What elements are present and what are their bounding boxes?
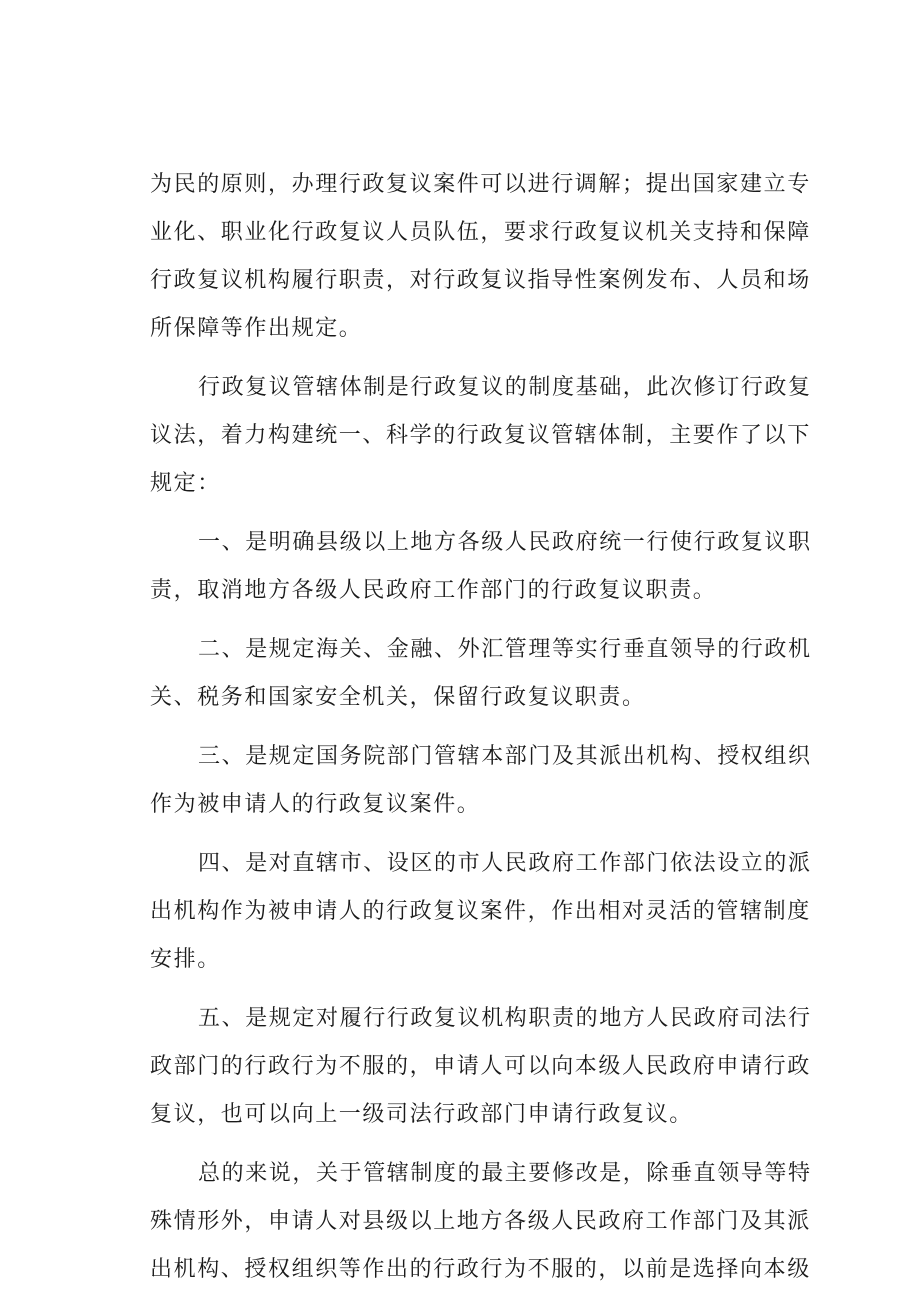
paragraph-4 [150,626,812,722]
text-line: 安排。 [150,947,221,972]
text-line: 三、是规定国务院部门管辖本部门及其派出机构、授权组织 [198,744,812,769]
text-line: 责，取消地方各级人民政府工作部门的行政复议职责。 [150,578,717,603]
text-line: 作为被申请人的行政复议案件。 [150,792,481,817]
text-line: 四、是对直辖市、设区的市人民政府工作部门依法设立的派 [198,851,812,876]
text-line: 为民的原则，办理行政复议案件可以进行调解；提出国家建立专 [150,172,811,197]
text-line: 规定： [150,471,221,496]
text-line: 政部门的行政行为不服的，申请人可以向本级人民政府申请行政 [150,1054,811,1079]
text-line: 议法，着力构建统一、科学的行政复议管辖体制，主要作了以下 [150,423,811,448]
text-line: 行政复议机构履行职责，对行政复议指导性案例发布、人员和场 [150,268,811,293]
paragraph-2 [150,364,812,508]
text-line: 所保障等作出规定。 [150,316,363,341]
text-line: 行政复议管辖体制是行政复议的制度基础，此次修订行政复 [198,375,812,400]
text-line: 出机构、授权组织等作出的行政行为不服的，以前是选择向本级 [150,1257,811,1282]
paragraph-1 [150,161,811,353]
text-line: 复议，也可以向上一级司法行政部门申请行政复议。 [150,1102,693,1127]
paragraph-8 [150,1150,812,1294]
text-line: 出机构作为被申请人的行政复议案件，作出相对灵活的管辖制度 [150,899,811,924]
paragraph-3 [150,519,812,615]
paragraph-5 [150,733,812,829]
paragraph-7 [150,995,812,1139]
text-line: 总的来说，关于管辖制度的最主要修改是，除垂直领导等特 [198,1161,812,1186]
text-line: 二、是规定海关、金融、外汇管理等实行垂直领导的行政机 [198,637,812,662]
text-line: 关、税务和国家安全机关，保留行政复议职责。 [150,685,646,710]
paragraph-6 [150,840,812,984]
text-line: 一、是明确县级以上地方各级人民政府统一行使行政复议职 [198,530,812,555]
text-line: 五、是规定对履行行政复议机构职责的地方人民政府司法行 [198,1006,812,1031]
document-body [150,161,812,1305]
text-line: 业化、职业化行政复议人员队伍，要求行政复议机关支持和保障 [150,220,811,245]
text-line: 殊情形外，申请人对县级以上地方各级人民政府工作部门及其派 [150,1209,811,1234]
